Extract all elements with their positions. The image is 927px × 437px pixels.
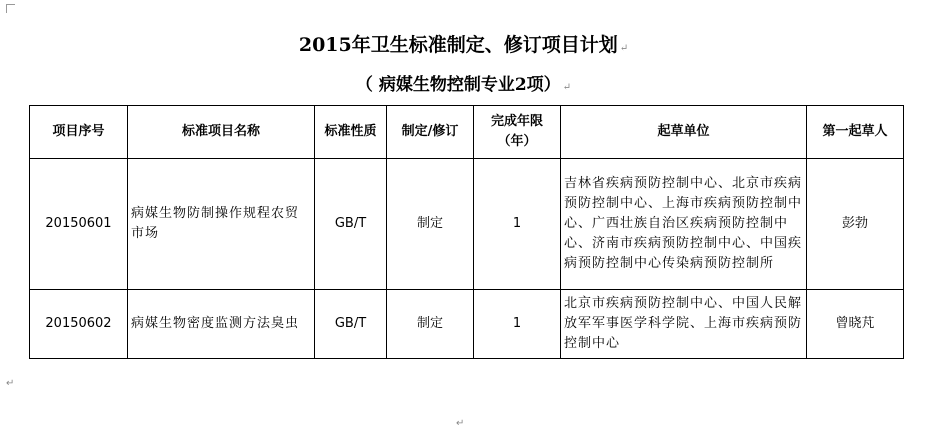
document-subtitle: （ 病媒生物控制专业2项） ↵ [355,75,572,95]
project-plan-table [29,105,904,359]
header-nature: 标准性质 [315,106,387,159]
cell-type: 制定 [387,290,474,359]
paragraph-mark: ↵ [456,418,465,429]
cell-nature: GB/T [315,290,387,359]
table-header-row [30,106,904,159]
header-years: 完成年限（年） [474,106,561,159]
header-type: 制定/修订 [387,106,474,159]
cell-years: 1 [474,290,561,359]
cell-seq: 20150602 [30,290,128,359]
cell-drafting-units: 吉林省疾病预防控制中心、北京市疾病预防控制中心、上海市疾病预防控制中心、广西壮族自治区疾病预防控制中心、济南市疾病预防控制中心、中国疾病预防控制中心传染病预防控制所 [561,159,807,290]
cell-nature: GB/T [315,159,387,290]
cell-name: 病媒生物密度监测方法臭虫 [128,290,315,359]
header-seq: 项目序号 [30,106,128,159]
header-name: 标准项目名称 [128,106,315,159]
cell-years: 1 [474,159,561,290]
header-drafting-units: 起草单位 [561,106,807,159]
cell-first-drafter: 彭勃 [807,159,904,290]
header-first-drafter: 第一起草人 [807,106,904,159]
table-row [30,290,904,359]
cell-first-drafter: 曾晓芃 [807,290,904,359]
cell-drafting-units: 北京市疾病预防控制中心、中国人民解放军军事医学科学院、上海市疾病预防控制中心 [561,290,807,359]
table-row [30,159,904,290]
cell-seq: 20150601 [30,159,128,290]
paragraph-mark: ↵ [6,378,15,389]
page-corner-mark [6,4,15,13]
document-title: 2015年卫生标准制定、修订项目计划 ↵ [298,34,629,56]
cell-type: 制定 [387,159,474,290]
cell-name: 病媒生物防制操作规程农贸市场 [128,159,315,290]
